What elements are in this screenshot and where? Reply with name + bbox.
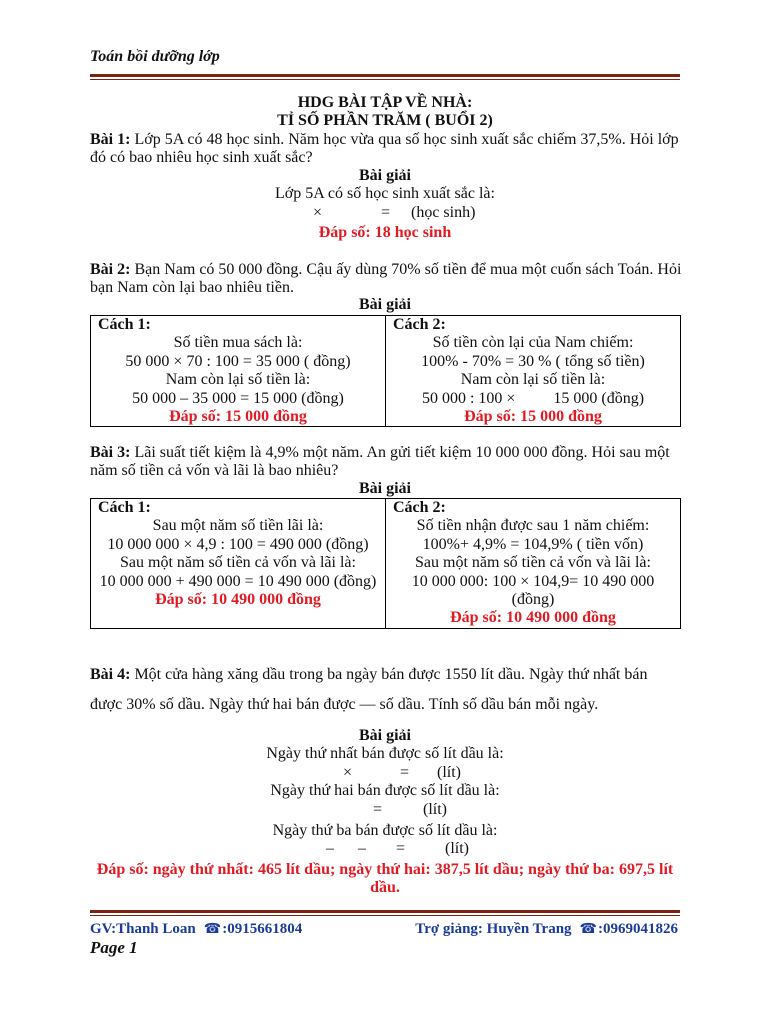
solution-step: 50 000 × 70 : 100 = 35 000 ( đồng) (125, 352, 351, 370)
solution-step: 50 000 – 35 000 = 15 000 (đồng) (132, 389, 344, 407)
footer-teacher (90, 919, 302, 939)
problem-text: bạn Nam còn lại bao nhiêu tiền. (90, 279, 294, 297)
table-row (91, 316, 681, 427)
method-2-cell (386, 499, 681, 629)
unit-label: (lít) (423, 800, 447, 818)
solution-table-3 (90, 498, 681, 629)
formula-line (90, 840, 680, 858)
solution-step: Ngày thứ ba bán được số lít dầu là: (272, 821, 498, 839)
unit-label: (học sinh) (411, 203, 476, 221)
footer-rule (90, 910, 680, 916)
formula-line (90, 204, 680, 222)
calc-right: 15 000 (đồng) (553, 389, 645, 407)
solution-step: Ngày thứ hai bán được số lít dầu là: (270, 782, 500, 800)
problem-text: Lớp 5A có 48 học sinh. Năm học vừa qua số học sinh xuất sắc chiếm 37,5%. Hỏi lớp (134, 131, 679, 148)
solution-step: Sau một năm số tiền cả vốn và lãi là: (415, 554, 651, 572)
problem-text: đó có bao nhiêu học sinh xuất sắc? (90, 149, 313, 167)
footer (90, 919, 678, 939)
assistant-name: Trợ giảng: Huyền Trang (415, 921, 572, 937)
answer: Đáp số: 15 000 đồng (464, 407, 602, 425)
solution-step: Nam còn lại số tiền là: (460, 371, 606, 389)
problem-1-line-1 (90, 131, 680, 149)
solution-step: 10 000 000 + 490 000 = 10 490 000 (đồng) (99, 572, 377, 590)
problem-3 (90, 444, 680, 481)
equals-sign: = (373, 800, 383, 818)
problem-2-line-1 (90, 261, 680, 279)
solution-1 (90, 167, 680, 243)
method-label: Cách 2: (393, 499, 446, 516)
footer-assistant (415, 919, 678, 939)
method-2-cell (386, 316, 681, 427)
solution-step: Nam còn lại số tiền là: (165, 371, 311, 389)
page-heading (90, 94, 680, 131)
problem-3-line-1 (90, 444, 680, 462)
page-number: Page 1 (90, 938, 138, 957)
solution-step: 10 000 000 × 4,9 : 100 = 490 000 (đồng) (107, 535, 369, 553)
problem-label: Bài 4: (90, 666, 131, 683)
problem-label: Bài 3: (90, 444, 131, 461)
heading-line-2: TỈ SỐ PHẦN TRĂM ( BUỔI 2) (277, 112, 493, 130)
solution-table-2 (90, 315, 681, 427)
solution-step: Sau một năm số tiền cả vốn và lãi là: (120, 554, 356, 572)
solution-step: 10 000 000: 100 × 104,9= 10 490 000 (411, 572, 655, 590)
minus-sign: – (326, 840, 334, 858)
problem-4-line-1 (90, 666, 680, 684)
header-rule (90, 74, 680, 80)
formula-line (90, 764, 680, 782)
answer: Đáp số: 15 000 đồng (169, 407, 307, 425)
multiplication-sign: × (343, 763, 353, 781)
multiplication-sign: × (313, 203, 323, 221)
solution-step: Sau một năm số tiền lãi là: (152, 517, 324, 535)
problem-2 (90, 261, 680, 298)
solution-step: Số tiền mua sách là: (173, 334, 303, 352)
problem-text: được 30% số dầu. Ngày thứ hai bán được — số dầu. Tính số dầu bán mỗi ngày. (90, 696, 599, 713)
unit-label: (lít) (445, 840, 469, 858)
equals-sign: = (400, 763, 410, 781)
unit-label: (lít) (437, 763, 461, 781)
problem-text: năm số tiền cả vốn và lãi là bao nhiêu? (90, 462, 339, 480)
solution-title: Bài giải (358, 480, 411, 497)
problem-4-line-2 (90, 696, 680, 714)
problem-label: Bài 1: (90, 131, 131, 148)
equals-sign: = (381, 203, 391, 221)
problem-text: Bạn Nam có 50 000 đồng. Cậu ấy dùng 70% số tiền để mua một cuốn sách Toán. Hỏi (134, 261, 682, 278)
solution-step: 100% - 70% = 30 % ( tổng số tiền) (421, 352, 645, 370)
answer: Đáp số: ngày thứ nhất: 465 lít dầu; ngày thứ hai: 387,5 lít dầu; ngày thứ ba: 697,5 lít dầu. (96, 861, 674, 897)
solution-title: Bài giải (358, 167, 411, 184)
solution-step: (đồng) (511, 590, 555, 608)
problem-4-line-1-block (90, 666, 680, 684)
phone-icon (204, 921, 221, 937)
solution-4 (90, 727, 680, 859)
problem-1-line-2 (90, 149, 680, 167)
solution-step: Số tiền nhận được sau 1 năm chiếm: (416, 517, 650, 535)
answer: Đáp số: 10 490 000 đồng (155, 590, 321, 608)
teacher-name: GV:Thanh Loan (90, 921, 196, 937)
solution-step: Ngày thứ nhất bán được số lít dầu là: (266, 745, 504, 763)
table-row (91, 499, 681, 629)
problem-text: Lãi suất tiết kiệm là 4,9% một năm. An gửi tiết kiệm 10 000 000 đồng. Hỏi sau một (134, 444, 670, 461)
assistant-phone: :0969041826 (598, 921, 678, 937)
solution-title: Bài giải (358, 727, 411, 744)
teacher-phone: :0915661804 (222, 921, 303, 937)
method-label: Cách 2: (393, 316, 446, 333)
problem-3-line-2 (90, 462, 680, 480)
problem-label: Bài 2: (90, 261, 131, 278)
phone-icon (580, 921, 597, 937)
method-1-cell (91, 316, 386, 427)
solution-step: Lớp 5A có số học sinh xuất sắc là: (275, 185, 495, 203)
solution-3-title-block (90, 480, 680, 498)
method-1-cell (91, 499, 386, 629)
formula-line (90, 801, 680, 819)
header-title: Toán bồi dưỡng lớp (90, 48, 220, 65)
solution-step: Số tiền còn lại của Nam chiếm: (432, 334, 634, 352)
solution-2-title-block (90, 296, 680, 314)
problem-text: Một cửa hàng xăng dầu trong ba ngày bán được 1550 lít dầu. Ngày thứ nhất bán (134, 666, 648, 683)
problem-4-line-2-block (90, 696, 680, 714)
minus-sign: – (358, 840, 366, 858)
solution-title: Bài giải (358, 296, 411, 313)
problem-1 (90, 131, 680, 168)
answer: Đáp số: 18 học sinh (318, 224, 452, 242)
answer: Đáp số: 10 490 000 đồng (450, 609, 616, 627)
heading-line-1: HDG BÀI TẬP VỀ NHÀ: (297, 94, 473, 111)
solution-step (390, 390, 676, 408)
method-label: Cách 1: (98, 499, 151, 516)
equals-sign: = (396, 840, 406, 858)
calc-left: 50 000 : 100 × (421, 389, 516, 407)
method-label: Cách 1: (98, 316, 151, 333)
solution-step: 100%+ 4,9% = 104,9% ( tiền vốn) (422, 535, 644, 553)
